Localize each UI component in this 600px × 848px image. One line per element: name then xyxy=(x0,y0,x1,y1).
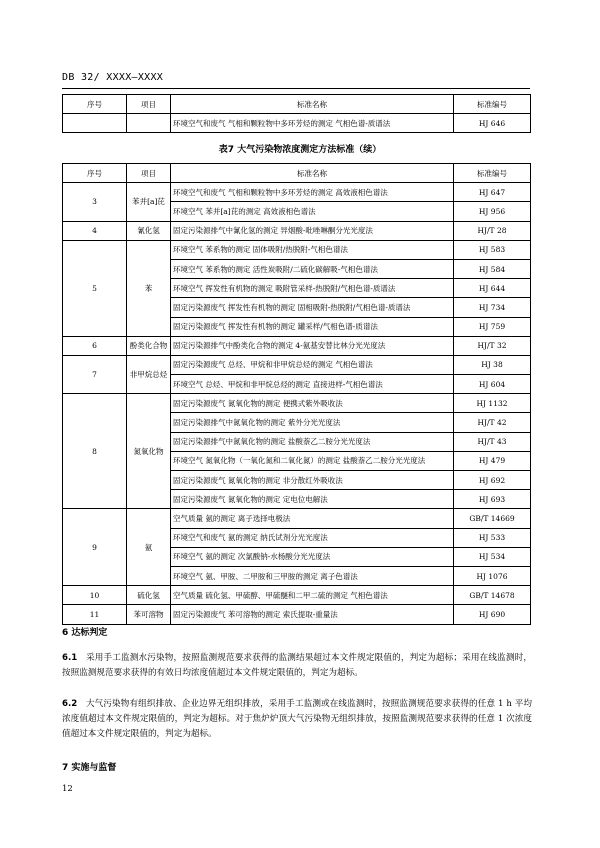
standard-name: 环境空气 总烃、甲烷和非甲烷总烃的测定 直接进样-气相色谱法 xyxy=(171,375,454,394)
pollutant-item: 苯可溶物 xyxy=(127,605,171,624)
standard-code: GB/T 14669 xyxy=(454,509,531,528)
row-number: 9 xyxy=(63,509,127,586)
standard-name: 固定污染源废气 氮氧化物的测定 便携式紫外吸收法 xyxy=(171,394,454,413)
row-number: 5 xyxy=(63,240,127,336)
standard-name: 固定污染源废气 挥发性有机物的测定 固相吸附-热脱附/气相色谱-质谱法 xyxy=(171,298,454,317)
standard-name: 环境空气和废气 氨的测定 纳氏试剂分光光度法 xyxy=(171,528,454,547)
table-row xyxy=(63,183,531,202)
standard-name: 固定污染源废气 氮氧化物的测定 非分散红外吸收法 xyxy=(171,471,454,490)
col-header-code: 标准编号 xyxy=(454,95,531,114)
standard-name: 环境空气和废气 气相和颗粒物中多环芳烃的测定 气相色谱-质谱法 xyxy=(171,114,454,133)
col-header-item: 项目 xyxy=(127,164,171,183)
row-number: 8 xyxy=(63,394,127,509)
standards-table xyxy=(62,163,531,625)
standard-code: GB/T 14678 xyxy=(454,586,531,605)
pollutant-item: 氨 xyxy=(127,509,171,586)
standard-code: HJ 646 xyxy=(454,114,531,133)
standard-name: 固定污染源废气 苯可溶物的测定 索氏提取-重量法 xyxy=(171,605,454,624)
standard-code: HJ 647 xyxy=(454,183,531,202)
pollutant-item: 氮氧化物 xyxy=(127,394,171,509)
continued-table-fragment xyxy=(62,94,531,133)
pollutant-item: 苯 xyxy=(127,240,171,336)
standard-code: HJ/T 42 xyxy=(454,413,531,432)
standard-name: 环境空气 氮氧化物（一氧化氮和二氧化氮）的测定 盐酸萘乙二胺分光光度法 xyxy=(171,451,454,470)
document-code: DB 32/ XXXX—XXXX xyxy=(62,72,164,83)
table-caption: 表7 大气污染物浓度测定方法标准（续） xyxy=(218,145,382,155)
standard-code: HJ/T 32 xyxy=(454,336,531,355)
table-row xyxy=(63,114,531,133)
table-row xyxy=(63,509,531,528)
page-number: 12 xyxy=(62,784,73,794)
pollutant-item: 硫化氢 xyxy=(127,586,171,605)
paragraph-6-1: 6.1 采用手工监测水污染物，按照监测规范要求获得的监测结果超过本文件规定限值的，判定为超标；采用在线监测时，按照监测规范要求获得的有效日均浓度值超过本文件规定限值的，判定为超标。 xyxy=(62,653,532,678)
standard-name: 固定污染源废气 氮氧化物的测定 定电位电解法 xyxy=(171,490,454,509)
standard-name: 固定污染源排气中氰化氢的测定 异烟酸-吡唑啉酮分光光度法 xyxy=(171,221,454,240)
standard-code: HJ 692 xyxy=(454,471,531,490)
standard-name: 固定污染源废气 挥发性有机物的测定 罐采样/气相色谱-质谱法 xyxy=(171,317,454,336)
standard-name: 环境空气 挥发性有机物的测定 吸附管采样-热脱附/气相色谱-质谱法 xyxy=(171,279,454,298)
standard-code: HJ 479 xyxy=(454,451,531,470)
paragraph-6-2: 6.2 大气污染物有组织排放、企业边界无组织排放，采用手工监测或在线监测时，按照监测规范要求获得的任意 1 h 平均浓度值超过本文件规定限值的，判定为超标。对于焦炉炉顶大气污染物无组织排放，按照监测规范要求获得的任意 1 次浓度值超过本文件规定限值的，判定为超标。 xyxy=(62,699,532,739)
standard-name: 环境空气 苯并[a]芘的测定 高效液相色谱法 xyxy=(171,202,454,221)
pollutant-item: 苯并[a]芘 xyxy=(127,183,171,221)
standard-code: HJ 583 xyxy=(454,240,531,259)
col-header-name: 标准名称 xyxy=(171,95,454,114)
table-row xyxy=(63,336,531,355)
col-header-name: 标准名称 xyxy=(171,164,454,183)
col-header-code: 标准编号 xyxy=(454,164,531,183)
standard-code: HJ 693 xyxy=(454,490,531,509)
standard-code: HJ 1132 xyxy=(454,394,531,413)
row-number: 3 xyxy=(63,183,127,221)
standard-code: HJ 533 xyxy=(454,528,531,547)
table-row xyxy=(63,240,531,259)
standard-code: HJ 734 xyxy=(454,298,531,317)
pollutant-item: 非甲烷总烃 xyxy=(127,355,171,393)
standard-code: HJ 604 xyxy=(454,375,531,394)
pollutant-item: 氰化氢 xyxy=(127,221,171,240)
standard-name: 空气质量 硫化氢、甲硫醇、甲硫醚和二甲二硫的测定 气相色谱法 xyxy=(171,586,454,605)
standard-code: HJ 38 xyxy=(454,355,531,374)
standard-code: HJ 644 xyxy=(454,279,531,298)
standard-code: HJ 690 xyxy=(454,605,531,624)
standard-name: 固定污染源排气中氮氧化物的测定 盐酸萘乙二胺分光光度法 xyxy=(171,432,454,451)
standard-name: 环境空气 苯系物的测定 活性炭吸附/二硫化碳解吸-气相色谱法 xyxy=(171,259,454,278)
table-row xyxy=(63,221,531,240)
table-row xyxy=(63,355,531,374)
standard-code: HJ 1076 xyxy=(454,566,531,585)
standard-code: HJ 534 xyxy=(454,547,531,566)
table-row xyxy=(63,586,531,605)
standard-name: 环境空气 氨、甲胺、二甲胺和三甲胺的测定 离子色谱法 xyxy=(171,566,454,585)
col-header-item: 项目 xyxy=(127,95,171,114)
standard-name: 固定污染源排气中氮氧化物的测定 紫外分光光度法 xyxy=(171,413,454,432)
standard-code: HJ/T 43 xyxy=(454,432,531,451)
standard-code: HJ 956 xyxy=(454,202,531,221)
header-rule xyxy=(62,88,530,89)
col-header-no: 序号 xyxy=(63,95,127,114)
standard-code: HJ 759 xyxy=(454,317,531,336)
row-number: 11 xyxy=(63,605,127,624)
standard-name: 空气质量 氨的测定 离子选择电极法 xyxy=(171,509,454,528)
row-number: 7 xyxy=(63,355,127,393)
standard-name: 环境空气 氨的测定 次氯酸钠-水杨酸分光光度法 xyxy=(171,547,454,566)
section-6-heading: 6 达标判定 xyxy=(62,628,108,638)
row-number: 4 xyxy=(63,221,127,240)
standard-name: 环境空气 苯系物的测定 固体吸附/热脱附-气相色谱法 xyxy=(171,240,454,259)
standard-name: 环境空气和废气 气相和颗粒物中多环芳烃的测定 高效液相色谱法 xyxy=(171,183,454,202)
section-7-heading: 7 实施与监督 xyxy=(62,763,117,773)
row-number: 10 xyxy=(63,586,127,605)
col-header-no: 序号 xyxy=(63,164,127,183)
standard-code: HJ/T 28 xyxy=(454,221,531,240)
standard-name: 固定污染源排气中酚类化合物的测定 4-氨基安替比林分光光度法 xyxy=(171,336,454,355)
table-row xyxy=(63,605,531,624)
pollutant-item: 酚类化合物 xyxy=(127,336,171,355)
standard-name: 固定污染源废气 总烃、甲烷和非甲烷总烃的测定 气相色谱法 xyxy=(171,355,454,374)
row-number: 6 xyxy=(63,336,127,355)
standard-code: HJ 584 xyxy=(454,259,531,278)
table-row xyxy=(63,394,531,413)
